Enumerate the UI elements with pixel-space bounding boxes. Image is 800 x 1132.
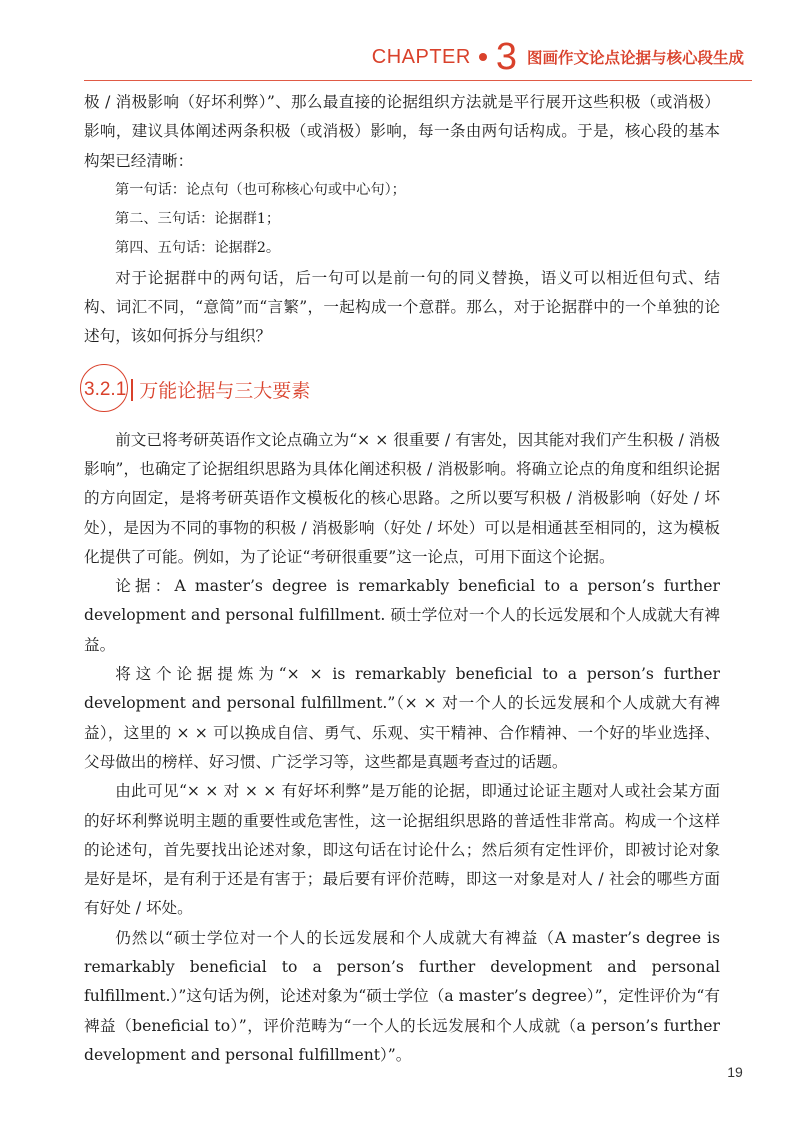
paragraph-5: 将这个论据提炼为“× × is remarkably beneficial to a person’s further development and personal fulfillment.”（× × 对一个人的长远发展和个人成就大有裨益），这里的 × × 可以换成自信、勇气、乐观、实干精神、合作精神、一个好的毕业选择、父母做出的榜样、好习惯、广泛学习等，这些都是真题考查过的话题。 — [84, 665, 720, 771]
header-divider — [84, 80, 752, 81]
paragraph-1: 极 / 消极影响（好坏利弊）”、那么最直接的论据组织方法就是平行展开这些积极（或消极）影响，建议具体阐述两条积极（或消极）影响，每一条由两句话构成。于是，核心段的基本构架已经清晰： — [84, 93, 720, 170]
chapter-title: 图画作文论点论据与核心段生成 — [526, 49, 744, 67]
section-heading — [80, 362, 720, 418]
paragraph-6: 由此可见“× × 对 × × 有好坏利弊”是万能的论据，即通过论证主题对人或社会某方面的好坏利弊说明主题的重要性或危害性，这一论据组织思路的普适性非常高。构成一个这样的论述句，首先要找出论述对象，即这句话在讨论什么；然后须有定性评价，即被讨论对象是好是坏，是有利于还是有害于；最后要有评价范畴，即这一对象是对人 / 社会的哪些方面有好处 / 坏处。 — [84, 782, 720, 918]
chapter-label: CHAPTER — [371, 45, 471, 68]
chapter-number: 3 — [495, 36, 517, 78]
page-body — [84, 88, 720, 1070]
page-number: 19 — [727, 1064, 743, 1080]
sentence-item-2: 第二、三句话：论据群1； — [115, 211, 281, 228]
section-number: 3.2.1 — [84, 379, 133, 401]
paragraph-7: 仍然以“硕士学位对一个人的长远发展和个人成就大有裨益（A master’s degree is remarkably beneficial to a person’s further development and personal fulfillment.）”这句话为例，论述对象为“硕士学位（a master’s degree）”，定性评价为“有裨益（beneficial to）”，评价范畴为“一个人的长远发展和个人成就（a person’s further development and personal fulfillment）”。 — [84, 928, 720, 1064]
paragraph-3: 前文已将考研英语作文论点确立为“× × 很重要 / 有害处，因其能对我们产生积极 / 消极影响”，也确定了论据组织思路为具体化阐述积极 / 消极影响。将确立论点的角度和组织论据的方向固定，是将考研英语作文模板化的核心思路。之所以要写积极 / 消极影响（好处 / 坏处），是因为不同的事物的积极 / 消极影响（好处 / 坏处）可以是相通甚至相同的，这为模板化提供了可能。例如，为了论证“考研很重要”这一论点，可用下面这个论据。 — [84, 430, 720, 566]
paragraph-2: 对于论据群中的两句话，后一句可以是前一句的同义替换，语义可以相近但句式、结构、词汇不同，“意简”而“言繁”，一起构成一个意群。那么，对于论据群中的一个单独的论述句，该如何拆分与组织？ — [84, 268, 720, 346]
section-title: 万能论据与三大要素 — [139, 380, 311, 403]
sentence-item-1: 第一句话：论点句（也可称核心句或中心句）； — [115, 181, 406, 198]
bullet-dot-icon — [479, 53, 487, 61]
paragraph-4: 论据：A master’s degree is remarkably beneficial to a person’s further development and personal fulfillment. 硕士学位对一个人的长远发展和个人成就大有裨益。 — [84, 577, 720, 654]
running-header — [372, 38, 744, 76]
sentence-item-3: 第四、五句话：论据群2。 — [115, 240, 281, 257]
